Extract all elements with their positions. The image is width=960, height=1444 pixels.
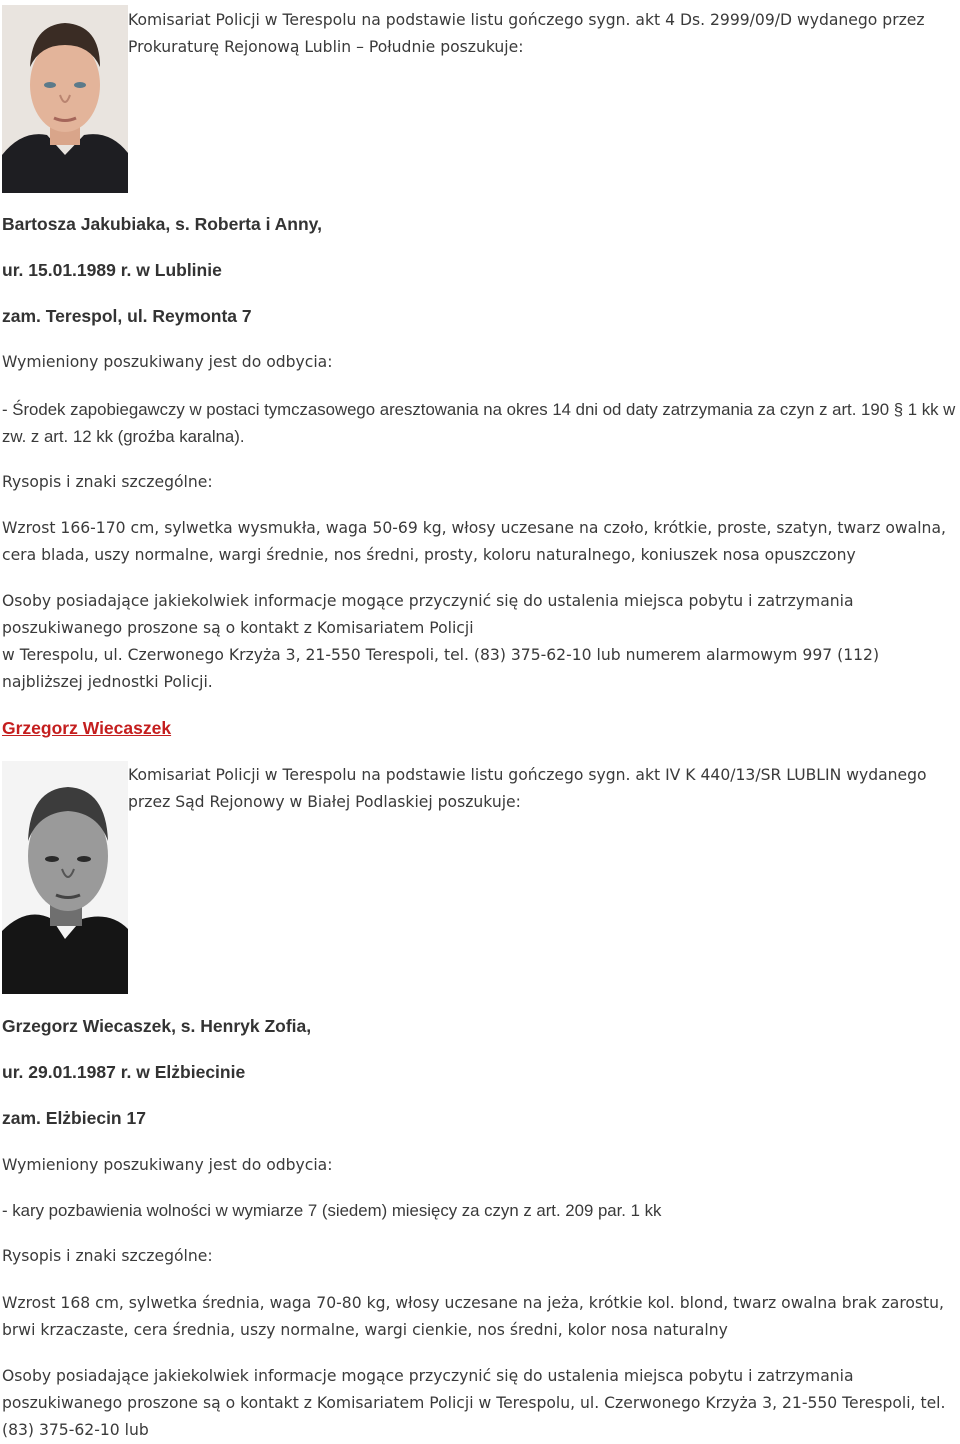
record1-contact-1: Osoby posiadające jakiekolwiek informacje mogące przyczynić się do ustalenia miejsca pobytu i zatrzymania poszukiwanego proszone są o kontakt z Komisariatem Policji bbox=[2, 592, 854, 637]
record2-link-line bbox=[2, 715, 960, 743]
suspect-photo-2 bbox=[2, 761, 128, 994]
record2-wanted-heading: Wymieniony poszukiwany jest do odbycia: bbox=[2, 1156, 333, 1174]
record2-description-text: Wzrost 168 cm, sylwetka średnia, waga 70-80 kg, włosy uczesane na jeża, krótkie kol. blond, twarz owalna brak zarostu, brwi krzaczaste, cera średnia, uszy normalne, wargi cienkie, nos średni, kolor nosa naturalny bbox=[2, 1294, 945, 1339]
record2-intro: Komisariat Policji w Terespolu na podstawie listu gończego sygn. akt IV K 440/13/SR LUBLIN wydanego przez Sąd Rejonowy w Białej Podlaskiej poszukuje: bbox=[128, 766, 927, 811]
record1-birth: ur. 15.01.1989 r. w Lublinie bbox=[2, 260, 222, 280]
record1-name: Bartosza Jakubiaka, s. Roberta i Anny, bbox=[2, 214, 322, 234]
record2-name: Grzegorz Wiecaszek, s. Henryk Zofia, bbox=[2, 1016, 312, 1036]
record2-contact: Osoby posiadające jakiekolwiek informacje mogące przyczynić się do ustalenia miejsca pobytu i zatrzymania poszukiwanego proszone są o kontakt z Komisariatem Policji w Terespolu, ul. Czerwonego Krzyża 3, 21-550 Terespoli, tel. (83) 375-62-10 lub bbox=[2, 1367, 946, 1439]
record1-intro: Komisariat Policji w Terespolu na podstawie listu gończego sygn. akt 4 Ds. 2999/09/D wydanego przez Prokuraturę Rejonową Lublin – Południe poszukuje: bbox=[128, 11, 925, 56]
record1-description-text: Wzrost 166-170 cm, sylwetka wysmukła, waga 50-69 kg, włosy uczesane na czoło, krótkie, proste, szatyn, twarz owalna, cera blada, uszy normalne, wargi średnie, nos średni, prosty, koloru naturalnego, koniuszek nosa opuszczony bbox=[2, 519, 946, 564]
record2-title-link[interactable]: Grzegorz Wiecaszek bbox=[2, 718, 172, 738]
record1-contact-2: w Terespolu, ul. Czerwonego Krzyża 3, 21-550 Terespoli, tel. (83) 375-62-10 lub numerem alarmowym 997 (112) najbliższej jednostki Policji. bbox=[2, 646, 880, 691]
record1-address: zam. Terespol, ul. Reymonta 7 bbox=[2, 306, 252, 326]
record1-description-heading: Rysopis i znaki szczególne: bbox=[2, 473, 213, 491]
record2-address: zam. Elżbiecin 17 bbox=[2, 1108, 146, 1128]
record2-wanted-text: - kary pozbawienia wolności w wymiarze 7 (siedem) miesięcy za czyn z art. 209 par. 1 kk bbox=[2, 1201, 662, 1220]
record1-wanted-text: - Środek zapobiegawczy w postaci tymczasowego aresztowania na okres 14 dni od daty zatrzymania za czyn z art. 190 § 1 kk w zw. z art. 12 kk (groźba karalna). bbox=[2, 400, 956, 446]
record2-birth: ur. 29.01.1987 r. w Elżbiecinie bbox=[2, 1062, 246, 1082]
record1-wanted-heading: Wymieniony poszukiwany jest do odbycia: bbox=[2, 353, 333, 371]
suspect-photo-1 bbox=[2, 5, 128, 193]
record2-description-heading: Rysopis i znaki szczególne: bbox=[2, 1247, 213, 1265]
